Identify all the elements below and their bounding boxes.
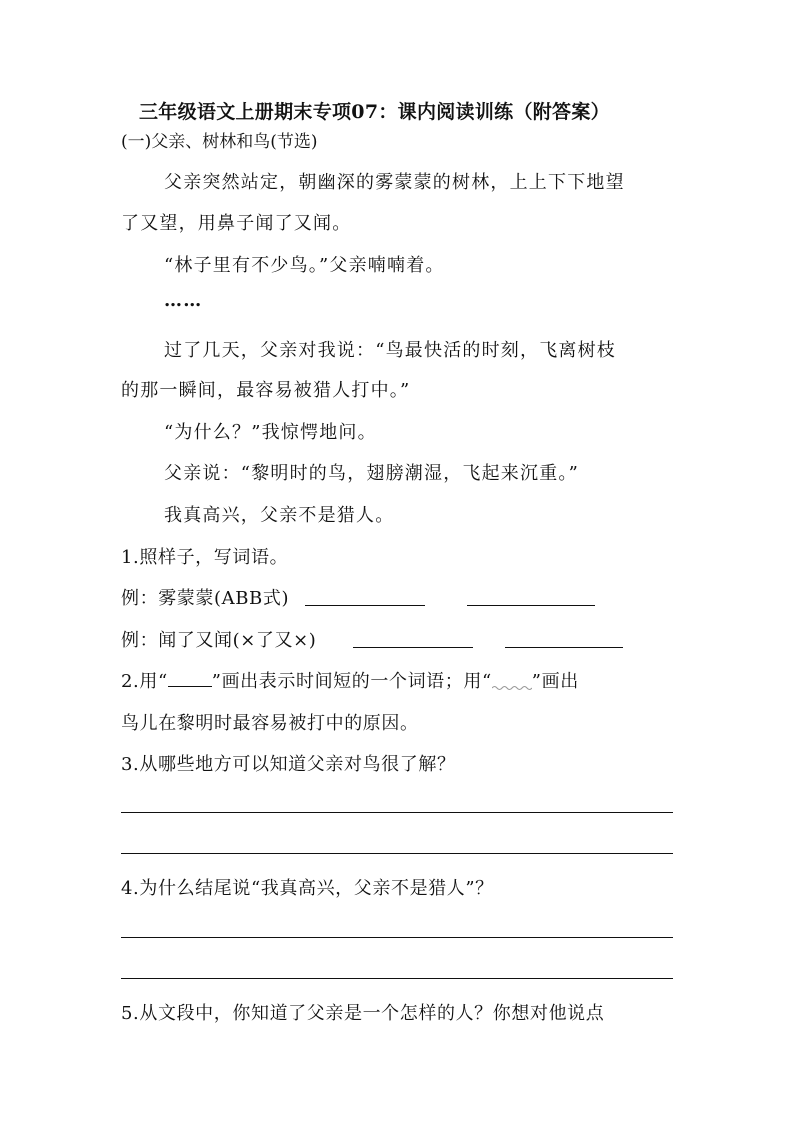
straight-underline-sample (168, 672, 212, 687)
wavy-underline-sample (492, 673, 532, 687)
document-title: 三年级语文上册期末专项07：课内阅读训练（附答案） (139, 101, 610, 123)
passage-line: 过了几天，父亲对我说：“鸟最快活的时刻，飞离树枝 (164, 340, 616, 361)
passage-line: 了又望，用鼻子闻了又闻。 (121, 213, 352, 234)
answer-blank[interactable] (467, 605, 595, 606)
passage-ellipsis: …… (164, 290, 203, 311)
section-heading: (一)父亲、树林和鸟(节选) (121, 132, 318, 152)
answer-line[interactable] (121, 812, 673, 813)
question-2 (121, 667, 579, 693)
question-3: 3.从哪些地方可以知道父亲对鸟很了解？ (121, 754, 456, 775)
question-1-example-1: 例：雾蒙蒙(ABB式) (121, 588, 290, 609)
passage-line: 我真高兴，父亲不是猎人。 (164, 505, 395, 526)
answer-blank[interactable] (505, 647, 623, 648)
passage-line: 的那一瞬间，最容易被猎人打中。” (121, 380, 411, 401)
question-2-text: ”画出表示时间短的一个词语；用“ (211, 671, 492, 692)
answer-blank[interactable] (353, 647, 473, 648)
passage-line: 父亲突然站定，朝幽深的雾蒙蒙的树林，上上下下地望 (164, 172, 625, 193)
passage-line: “为什么？”我惊愕地问。 (164, 422, 377, 443)
question-2-text: ”画出 (531, 671, 579, 692)
answer-line[interactable] (121, 978, 673, 979)
answer-blank[interactable] (305, 605, 425, 606)
question-4: 4.为什么结尾说“我真高兴，父亲不是猎人”？ (121, 878, 494, 899)
passage-line: 父亲说：“黎明时的鸟，翅膀潮湿，飞起来沉重。” (164, 463, 580, 484)
answer-line[interactable] (121, 937, 673, 938)
question-2-line-2: 鸟儿在黎明时最容易被打中的原因。 (121, 713, 419, 734)
question-2-text: 2.用“ (121, 671, 168, 692)
passage-line: “林子里有不少鸟。”父亲喃喃着。 (164, 255, 445, 276)
question-5: 5.从文段中，你知道了父亲是一个怎样的人？你想对他说点 (121, 1003, 605, 1024)
answer-line[interactable] (121, 853, 673, 854)
question-1: 1.照样子，写词语。 (121, 547, 289, 568)
question-1-example-2: 例：闻了又闻(×了又×) (121, 630, 317, 651)
